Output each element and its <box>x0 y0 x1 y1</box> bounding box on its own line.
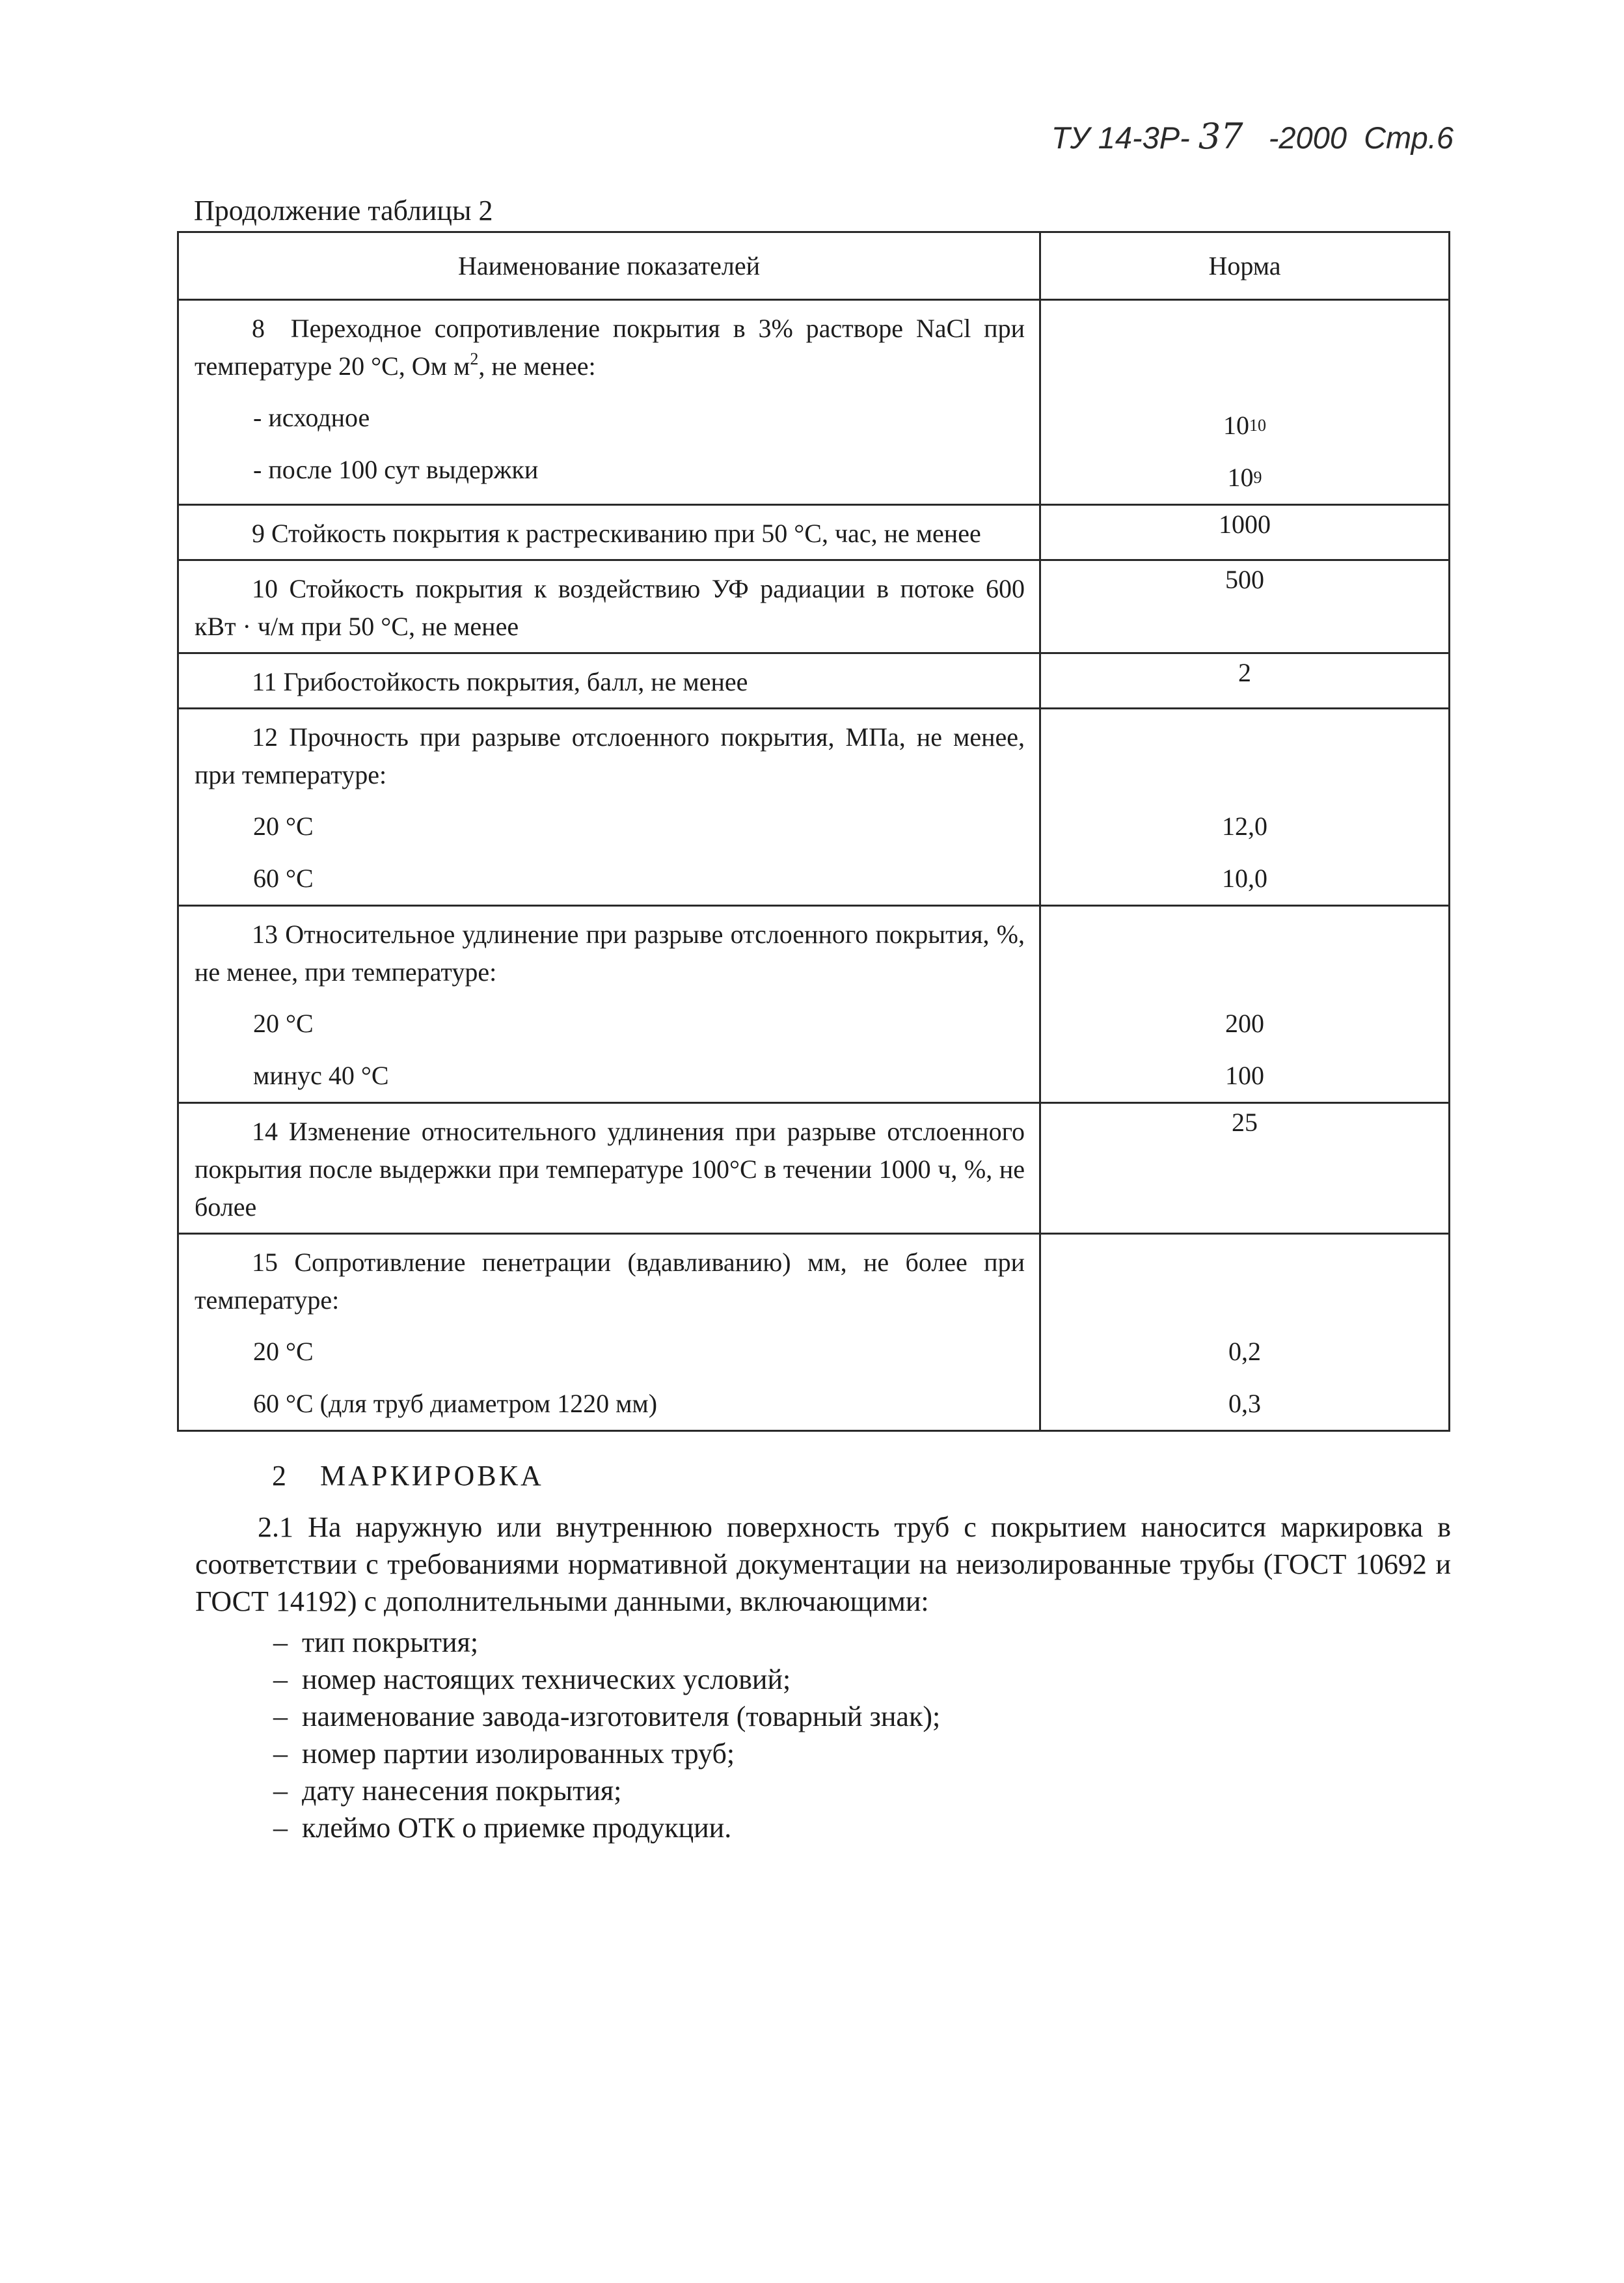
doc-number-handwritten: 37 <box>1198 116 1243 157</box>
list-item: – номер настоящих технических условий; <box>273 1663 791 1695</box>
list-item: – номер партии изолированных труб; <box>273 1738 735 1770</box>
list-item: – клеймо ОТК о приемке продукции. <box>273 1812 732 1844</box>
page-number: Стр.6 <box>1364 120 1454 155</box>
row-text: 15 Сопротивление пенетрации (вдавливанию) мм, не более при температуре: <box>195 1248 1025 1315</box>
doc-code: ТУ 14-3Р- <box>1051 120 1190 155</box>
row-value: 2 <box>1040 653 1450 709</box>
row-value: 0,2 <box>1228 1337 1261 1366</box>
row-value: 100 <box>1225 1061 1264 1090</box>
paragraph: 2.1 На наружную или внутреннюю поверхность труб с покрытием наносится маркировка в соответствии с требованиями нормативной документации на неизолированные трубы (ГОСТ 10692 и ГОСТ 14192) с дополнительными данными, включающими: <box>195 1511 1451 1617</box>
table-row <box>178 1234 1450 1431</box>
table-row <box>178 653 1450 709</box>
section-title: МАРКИРОВКА <box>320 1460 544 1492</box>
list-item: – тип покрытия; <box>273 1626 479 1658</box>
list-item: – наименование завода-изготовителя (товарный знак); <box>273 1701 941 1732</box>
row-sub-label: минус 40 °С <box>253 1061 389 1090</box>
list-item: – дату нанесения покрытия; <box>273 1775 622 1807</box>
table-row <box>178 1103 1450 1234</box>
row-value: 10 9 <box>1227 463 1262 492</box>
row-value: 10 10 <box>1223 411 1266 440</box>
row-text: 11 Грибостойкость покрытия, балл, не менее <box>252 667 748 696</box>
table-row <box>178 709 1450 906</box>
row-sub-label: 60 °С <box>253 864 314 893</box>
table-caption: Продолжение таблицы 2 <box>194 195 493 226</box>
column-header-name: Наименование показателей <box>178 232 1040 300</box>
row-text: 13 Относительное удлинение при разрыве отслоенного покрытия, %, не менее, при температуре: <box>195 920 1025 987</box>
section-heading <box>272 1459 544 1492</box>
doc-year: -2000 <box>1268 120 1347 155</box>
row-sub-label: 20 °С <box>253 1009 314 1038</box>
row-value: 500 <box>1040 560 1450 653</box>
row-value: 10,0 <box>1222 864 1267 893</box>
table-row <box>178 906 1450 1103</box>
table-header-row <box>178 232 1450 300</box>
row-value: 200 <box>1225 1009 1264 1038</box>
table-row <box>178 505 1450 560</box>
page-header <box>1051 116 1454 157</box>
row-text: 12 Прочность при разрыве отслоенного покрытия, МПа, не менее, при температуре: <box>195 722 1025 789</box>
row-sub-label: - исходное <box>253 403 370 432</box>
row-text: 8 Переходное сопротивление покрытия в 3% растворе NaCl при температуре 20 °С, Ом $м^2$, не менее: <box>195 314 1025 381</box>
row-value: 12,0 <box>1222 812 1267 841</box>
section-number: 2 <box>272 1460 289 1492</box>
row-text: 10 Стойкость покрытия к воздействию УФ радиации в потоке 600 кВт · ч/м при 50 °С, не менее <box>195 574 1025 641</box>
table-row <box>178 560 1450 653</box>
marking-list <box>273 1624 940 1846</box>
row-text: 9 Стойкость покрытия к растрескиванию при 50 °С, час, не менее <box>252 519 981 548</box>
column-header-norm: Норма <box>1040 232 1450 300</box>
table-row <box>178 300 1450 505</box>
row-value: 0,3 <box>1228 1389 1261 1418</box>
row-value: 25 <box>1040 1103 1450 1234</box>
row-text: 14 Изменение относительного удлинения при разрыве отслоенного покрытия после выдержки при температуре 100°С в течении 1000 ч, %, не более <box>195 1117 1025 1222</box>
row-sub-label: 20 °С <box>253 812 314 841</box>
row-sub-label: - после 100 сут выдержки <box>253 455 539 484</box>
row-value: 1000 <box>1040 505 1450 560</box>
specification-table <box>177 231 1450 1432</box>
row-sub-label: 60 °С (для труб диаметром 1220 мм) <box>253 1389 658 1418</box>
row-sub-label: 20 °С <box>253 1337 314 1366</box>
